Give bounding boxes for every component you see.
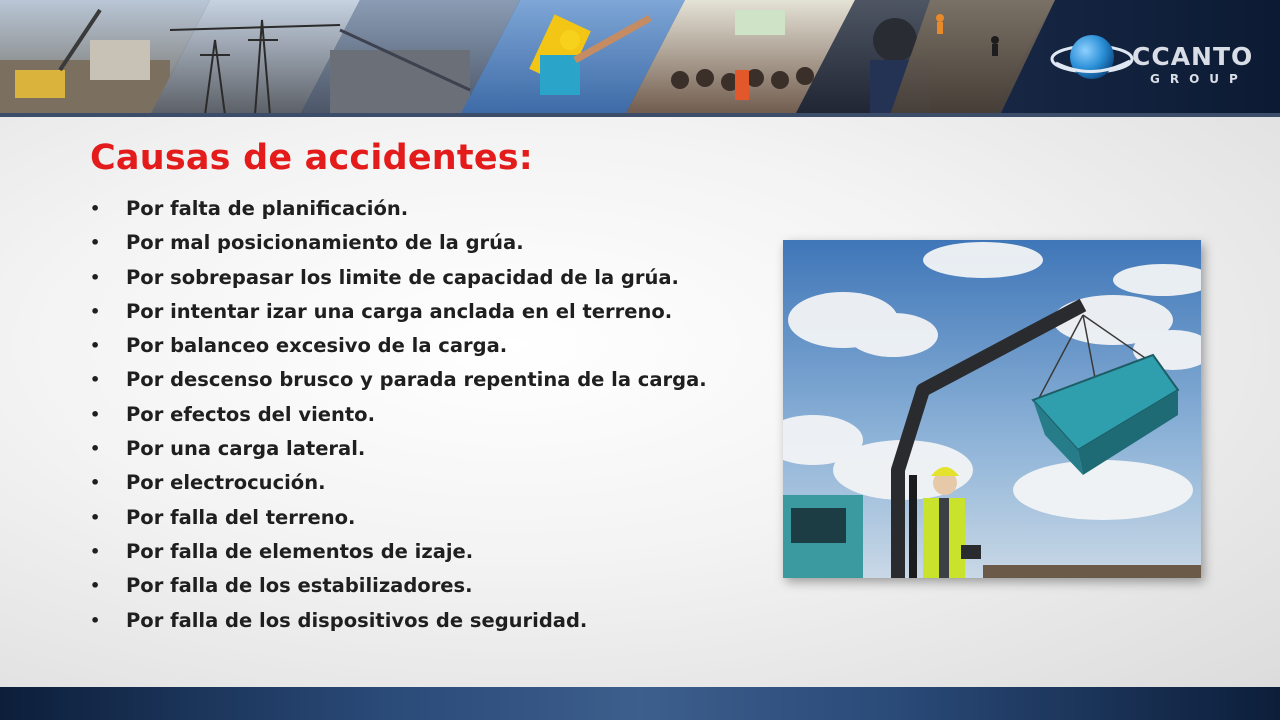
list-item [88,329,707,363]
list-item-text: Por falta de planificación. [126,197,409,220]
crane-photo [783,240,1201,578]
bullet-icon: • [90,233,101,253]
list-item [88,569,707,603]
bullet-icon: • [90,404,101,424]
bullet-icon: • [90,439,101,459]
list-item-text: Por una carga lateral. [126,437,366,461]
list-item-text: Por falla de elementos de izaje. [126,539,474,563]
bullet-icon: • [90,301,101,321]
list-item [88,398,707,432]
accident-causes-list [88,192,707,638]
bullet-icon: • [90,576,101,596]
list-item-text: Por descenso brusco y parada repentina de la carga. [126,368,707,392]
list-item-text: Por efectos del viento. [126,402,375,426]
bullet-icon: • [90,541,101,561]
slide-title: Causas de accidentes: [90,138,533,178]
bullet-icon: • [90,336,101,356]
list-item [88,432,707,466]
list-item [88,604,707,638]
list-item [88,535,707,569]
svg-text:GROUP: GROUP [1150,72,1248,86]
list-item-text: Por falla del terreno. [126,505,356,529]
list-item [88,501,707,535]
header-banner [0,0,1280,115]
list-item-text: Por mal posicionamiento de la grúa. [126,231,524,255]
list-item-text: Por sobrepasar los limite de capacidad de la grúa. [126,265,679,289]
footer-bar [0,687,1280,720]
list-item-text: Por electrocución. [126,471,326,495]
ccanto-logo [1050,25,1260,95]
list-item [88,192,707,226]
list-item [88,261,707,295]
bullet-icon: • [90,473,101,493]
bullet-icon: • [90,199,101,218]
list-item [88,295,707,329]
globe-logo-icon [1050,25,1260,95]
bullet-icon: • [90,610,101,630]
list-item-text: Por balanceo excesivo de la carga. [126,334,508,358]
crane-lifting-container-image [783,240,1201,578]
list-item-text: Por falla de los estabilizadores. [126,574,473,598]
bullet-icon: • [90,267,101,287]
list-item [88,226,707,260]
list-item [88,466,707,500]
bullet-icon: • [90,507,101,527]
bullet-icon: • [90,370,101,390]
list-item-text: Por intentar izar una carga anclada en el terreno. [126,299,673,323]
list-item-text: Por falla de los dispositivos de seguridad. [126,608,588,632]
list-item [88,363,707,397]
svg-text:CCANTO: CCANTO [1132,42,1254,71]
